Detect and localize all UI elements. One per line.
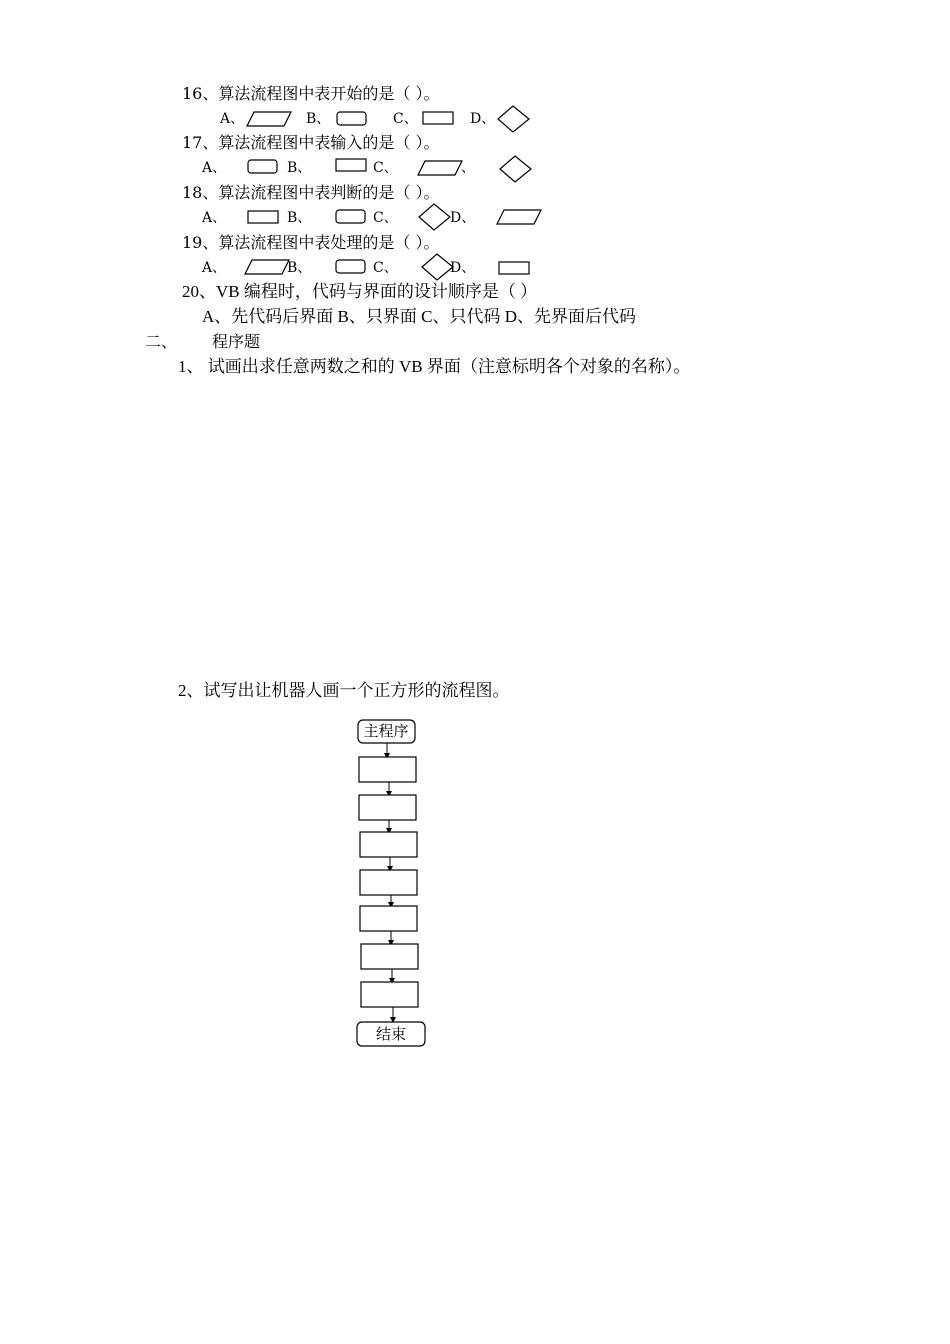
q16-option-a: A、 xyxy=(220,111,245,127)
q17-option-a: A、 xyxy=(202,160,227,176)
question-17-stem: 17、算法流程图中表输入的是（ ）。 xyxy=(182,133,440,152)
q19-option-d: D、 xyxy=(450,260,476,276)
q16-rounded-rect-shape xyxy=(336,111,367,126)
flowchart-process-box xyxy=(360,832,417,857)
question-20-options: A、先代码后界面 B、只界面 C、只代码 D、先界面后代码 xyxy=(202,307,636,326)
q19-option-c: C、 xyxy=(373,260,398,276)
q19-parallelogram-shape xyxy=(244,259,290,275)
q16-parallelogram-shape xyxy=(246,111,292,127)
question-19-stem: 19、算法流程图中表处理的是（ ）。 xyxy=(182,233,440,252)
q19-rectangle-shape xyxy=(498,261,530,275)
flowchart-process-box xyxy=(360,870,417,895)
q18-parallelogram-shape xyxy=(496,209,542,225)
program-question-1: 1、 试画出求任意两数之和的 VB 界面（注意标明各个对象的名称）。 xyxy=(178,357,691,376)
q17-rectangle-shape xyxy=(335,158,367,172)
program-question-2: 2、试写出让机器人画一个正方形的流程图。 xyxy=(178,681,510,700)
q16-diamond-shape xyxy=(497,105,530,133)
q16-option-c: C、 xyxy=(393,111,418,127)
section-title: 程序题 xyxy=(212,332,261,351)
q16-option-d: D、 xyxy=(470,111,496,127)
q17-rounded-rect-shape xyxy=(247,159,278,174)
q19-rounded-rect-shape xyxy=(335,259,366,274)
q18-diamond-shape xyxy=(418,203,451,231)
section-number: 二、 xyxy=(145,332,178,351)
flowchart-process-box xyxy=(361,982,418,1007)
flowchart-end-label: 结束 xyxy=(375,1025,406,1043)
q17-diamond-shape xyxy=(499,155,532,183)
q16-rectangle-shape xyxy=(422,111,454,125)
flowchart-process-box xyxy=(360,906,417,931)
question-20-stem: 20、VB 编程时，代码与界面的设计顺序是（ ） xyxy=(182,282,538,301)
q18-option-b: B、 xyxy=(287,210,312,226)
question-18-stem: 18、算法流程图中表判断的是（ ）。 xyxy=(182,183,440,202)
q19-option-a: A、 xyxy=(202,260,227,276)
q17-parallelogram-shape xyxy=(417,160,463,176)
q18-option-c: C、 xyxy=(373,210,398,226)
q16-option-b: B、 xyxy=(306,111,331,127)
q18-option-d: D、 xyxy=(450,210,476,226)
q17-option-d: 、 xyxy=(461,160,475,176)
flowchart-process-box xyxy=(361,944,418,969)
square-flowchart xyxy=(340,712,450,1057)
flowchart-start-label: 主程序 xyxy=(363,722,409,740)
question-16-stem: 16、算法流程图中表开始的是（ ）。 xyxy=(182,84,440,103)
flowchart-process-box xyxy=(359,795,416,820)
q19-option-b: B、 xyxy=(287,260,312,276)
q17-option-c: C、 xyxy=(373,160,398,176)
q18-rounded-rect-shape xyxy=(335,209,366,224)
q17-option-b: B、 xyxy=(287,160,312,176)
q18-rectangle-shape xyxy=(247,210,279,224)
flowchart-process-box xyxy=(359,757,416,782)
q18-option-a: A、 xyxy=(202,210,227,226)
